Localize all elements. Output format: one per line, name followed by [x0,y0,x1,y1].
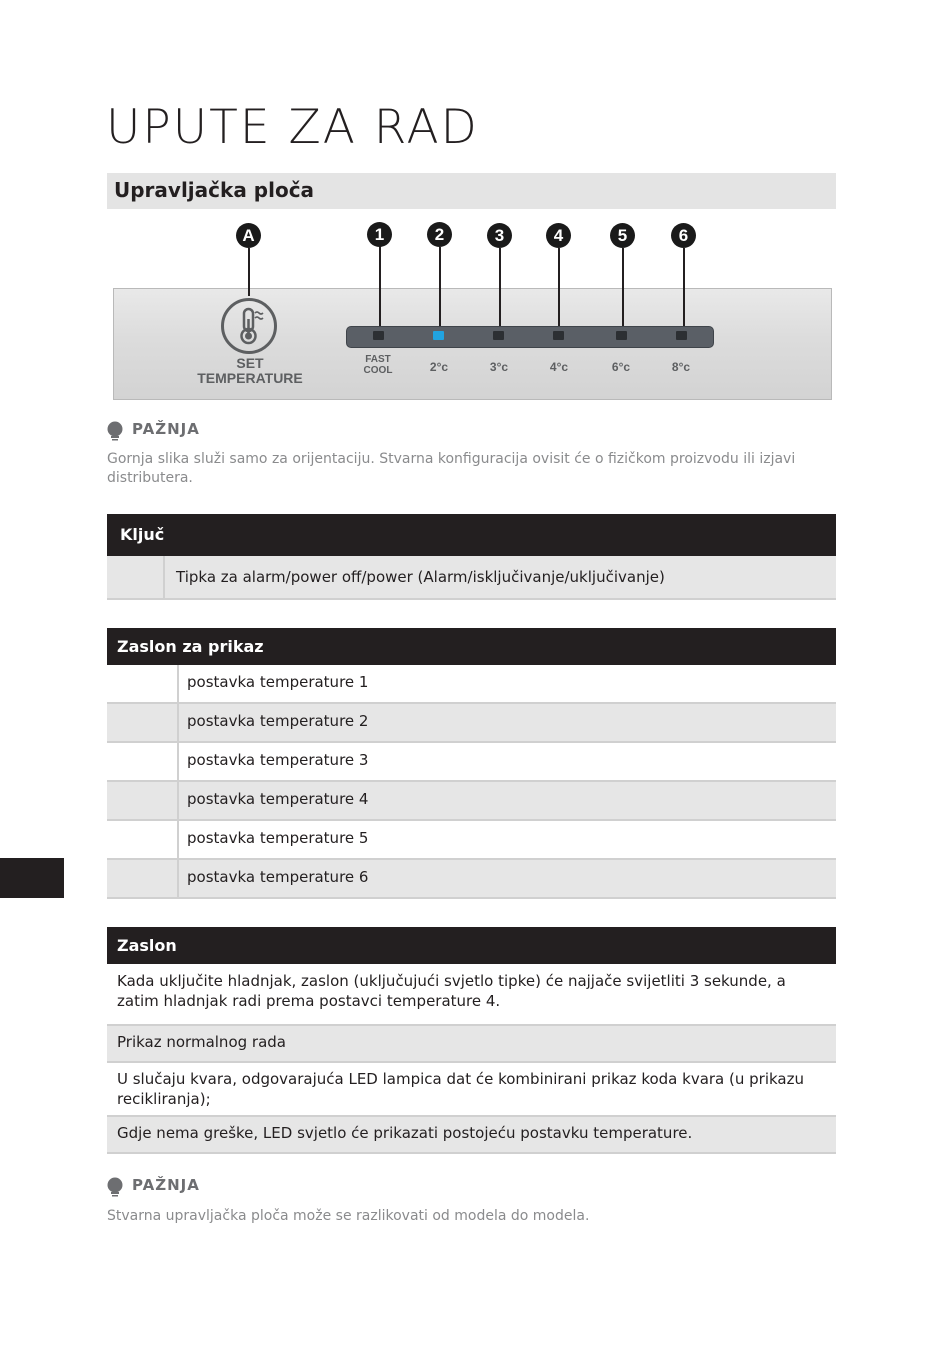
key-table-header: Ključ [107,514,836,556]
led-fast-cool [373,331,384,340]
note-heading: PAŽNJA [132,1176,200,1194]
row-text: postavka temperature 2 [187,712,369,730]
side-tab [0,858,64,898]
set-label [180,356,320,386]
row-index [107,556,165,598]
table-row [107,821,836,860]
fast-label: FAST [365,354,391,365]
leader-2 [439,247,441,332]
set-label-line1: SET [236,355,264,371]
cool-label: COOL [363,365,393,376]
led-6c [616,331,627,340]
table-row [107,1063,836,1117]
temp-label-8c: 8°c [671,360,691,374]
leader-4 [558,248,560,332]
set-label-line2: TEMPERATURE [197,370,303,386]
section-title: Upravljačka ploča [114,178,315,202]
marker-5: 5 [610,223,635,248]
row-index [107,782,179,819]
row-text: Gdje nema greške, LED svjetlo će prikazati postojeću postavku temperature. [117,1124,693,1142]
fast-cool-label [354,354,402,376]
row-text: postavka temperature 4 [187,790,369,808]
row-index [107,743,179,780]
leader-5 [622,248,624,332]
row-text: Kada uključite hladnjak, zaslon (uključujući svjetlo tipke) će najjače svijetliti 3 sekunde, a zatim hladnjak radi prema postavci temperature 4. [117,972,786,1010]
led-4c [553,331,564,340]
note-text: Gornja slika služi samo za orijentaciju. Stvarna konfiguracija ovisit će o fizičkom proizvodu ili izjavi distributera. [107,451,796,486]
row-index [107,821,179,858]
leader-a [248,248,250,296]
table-row [107,1026,836,1063]
table-row [107,964,836,1026]
row-index [107,665,179,702]
marker-a: A [236,223,261,248]
table-row [107,860,836,899]
table-row [107,704,836,743]
note-text: Stvarna upravljačka ploča može se razlikovati od modela do modela. [107,1208,590,1224]
table-row [107,743,836,782]
marker-1: 1 [367,222,392,247]
row-text: postavka temperature 5 [187,829,369,847]
led-strip [346,326,714,348]
led-3c [493,331,504,340]
table-row [107,1117,836,1154]
screen-table-header: Zaslon [107,927,836,964]
page-title: UPUTE ZA RAD [106,100,479,155]
row-index [107,860,179,897]
row-index [107,704,179,741]
leader-3 [499,248,501,332]
marker-3: 3 [487,223,512,248]
row-text: postavka temperature 6 [187,868,369,886]
row-text: Tipka za alarm/power off/power (Alarm/isključivanje/uključivanje) [176,568,665,586]
display-table-header: Zaslon za prikaz [107,628,836,665]
leader-1 [379,247,381,332]
row-text: postavka temperature 1 [187,673,369,691]
temp-label-6c: 6°c [611,360,631,374]
table-row [107,782,836,821]
lightbulb-icon [106,421,124,441]
table-row [107,665,836,704]
leader-6 [683,248,685,332]
led-2c [433,331,444,340]
marker-2: 2 [427,222,452,247]
row-text: U slučaju kvara, odgovarajuća LED lampica dat će kombinirani prikaz koda kvara (u prikazu recikliranja); [117,1070,804,1108]
marker-4: 4 [546,223,571,248]
temp-label-2c: 2°c [429,360,449,374]
row-text: Prikaz normalnog rada [117,1033,286,1051]
thermometer-icon[interactable] [220,297,278,355]
marker-6: 6 [671,223,696,248]
note-heading: PAŽNJA [132,420,200,438]
table-row [107,556,836,600]
temp-label-4c: 4°c [549,360,569,374]
led-8c [676,331,687,340]
row-text: postavka temperature 3 [187,751,369,769]
temp-label-3c: 3°c [489,360,509,374]
section-header [107,173,836,209]
lightbulb-icon [106,1177,124,1197]
